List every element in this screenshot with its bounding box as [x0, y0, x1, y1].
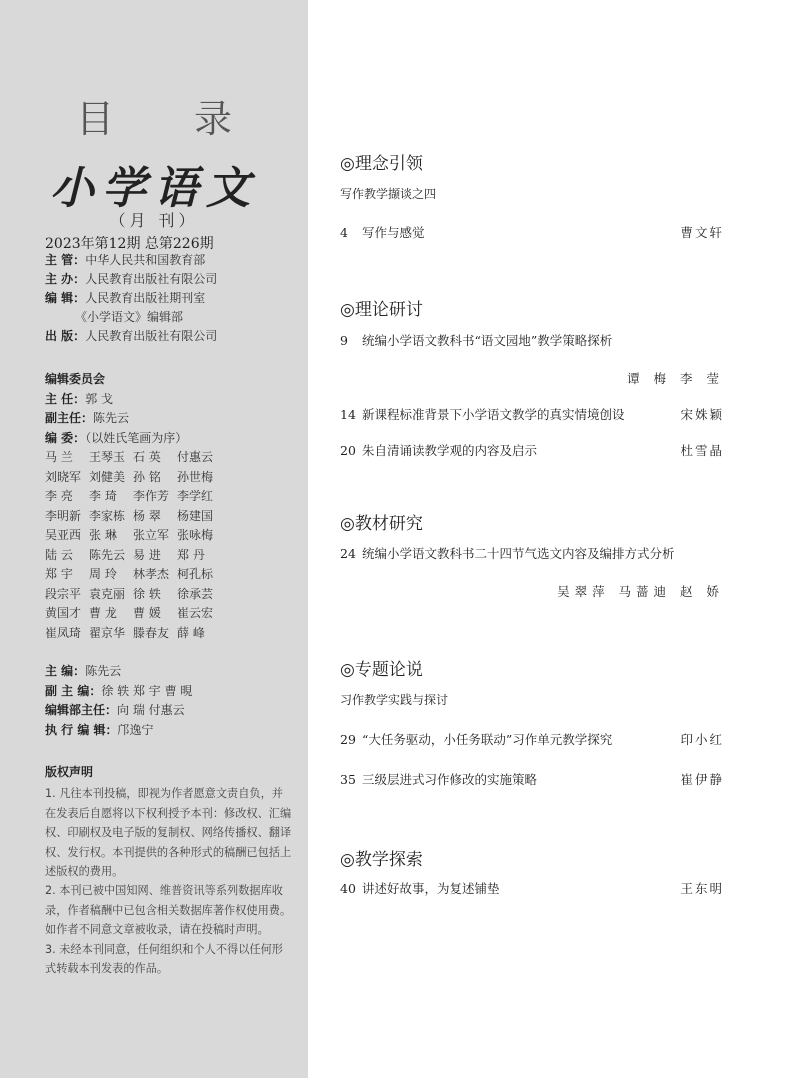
- staff-chief-editor: 主 编：陈先云: [45, 664, 122, 678]
- board-member-name: 袁克丽: [89, 586, 126, 601]
- board-member-name: [221, 448, 265, 468]
- board-member-name: 孙 铭: [133, 469, 161, 484]
- board-member-name: 曹 龙: [89, 606, 117, 620]
- toc-entry[interactable]: [340, 405, 730, 423]
- board-member-name: [221, 565, 265, 585]
- magazine-title: 小学语文: [50, 163, 258, 214]
- board-member-name: 翟京华: [89, 625, 126, 640]
- board-member-name: [221, 507, 265, 527]
- board-member-name: 黄国才: [45, 606, 82, 620]
- board-member-name: 林孝杰: [133, 567, 170, 581]
- staff-dept-director: 编辑部主任：向 瑞 付惠云: [45, 703, 185, 717]
- staff-list: [45, 662, 192, 740]
- board-member-name: 易 进: [133, 547, 161, 562]
- board-member-name: 陈先云: [89, 547, 126, 562]
- entry-page: 4: [340, 225, 348, 240]
- entry-title: 统编小学语文教科书二十四节气选文内容及编排方式分析: [362, 546, 675, 561]
- entry-author: 印小红: [680, 732, 724, 747]
- board-member-name: 陆 云: [45, 547, 73, 562]
- board-member-name: 马 兰: [45, 450, 73, 464]
- board-member-name: 李明新: [45, 508, 82, 523]
- section-heading: ◎教学探索: [340, 850, 423, 870]
- board-member-name: 李 琦: [89, 489, 117, 503]
- board-members-grid: [45, 448, 265, 643]
- entry-page: 29: [340, 732, 356, 747]
- board-member-name: 崔凤琦: [45, 625, 82, 640]
- board-member-name: 崔云宏: [177, 606, 214, 620]
- publication-info: [45, 251, 217, 346]
- entry-author: 崔伊静: [680, 772, 724, 787]
- board-chair: 主 任：郭 戈: [45, 391, 114, 406]
- board-member-name: [221, 624, 265, 644]
- board-member-name: [221, 585, 265, 605]
- board-member-name: [221, 468, 265, 488]
- entry-title: “大任务驱动，小任务联动”习作单元教学探究: [362, 732, 613, 747]
- entry-title: 新课程标准背景下小学语文教学的真实情境创设: [362, 407, 625, 422]
- editorial-board-title: 编辑委员会: [45, 372, 106, 386]
- board-member-name: 段宗平: [45, 586, 82, 601]
- copyright-paragraph: 3. 未经本刊同意，任何组织和个人不得以任何形式转载本刊发表的作品。: [45, 942, 283, 976]
- board-member-name: 郑 丹: [177, 547, 205, 562]
- board-member-name: 滕春友: [133, 625, 170, 640]
- toc-heading: 目 录: [75, 97, 267, 141]
- section-heading: ◎专题论说: [340, 660, 423, 680]
- entry-title: 讲述好故事，为复述铺垫: [362, 881, 500, 896]
- section-teaching-exploration: [340, 845, 730, 897]
- section-theory: [340, 295, 730, 459]
- board-member-name: 刘健美: [89, 469, 126, 484]
- board-member-name: 付惠云: [177, 450, 214, 464]
- toc-entry[interactable]: [340, 544, 730, 562]
- board-member-name: 李 亮: [45, 489, 73, 503]
- entry-title: 写作与感觉: [362, 225, 425, 240]
- board-member-name: 周 玲: [89, 567, 117, 581]
- entry-author-line: 吴翠萍 马蔷迪 赵 娇: [557, 584, 724, 599]
- entry-page: 14: [340, 407, 356, 422]
- board-member-name: 张 琳: [89, 528, 117, 542]
- board-member-name: 徐 轶: [133, 586, 161, 601]
- copyright-paragraph: 1. 凡往本刊投稿，即视为作者愿意文责自负，并在发表后自愿将以下权利授予本刊：修改权、汇编权、印刷权及电子版的复制权、网络传播权、翻译权、发行权。本刊提供的各种形式的稿酬已包括上述版权的费用。: [45, 787, 292, 879]
- entry-author: 杜雪晶: [680, 443, 724, 458]
- toc-entry[interactable]: [340, 770, 730, 788]
- board-member-name: 杨 翠: [133, 508, 161, 523]
- board-member-name: 刘晓军: [45, 469, 82, 484]
- board-member-name: 郑 宇: [45, 567, 73, 581]
- board-member-name: 王琴玉: [89, 450, 126, 464]
- toc-entry[interactable]: [340, 879, 730, 897]
- board-member-name: [221, 526, 265, 546]
- entry-page: 9: [340, 333, 348, 348]
- magazine-frequency: （月 刊）: [109, 211, 199, 230]
- board-member-name: 孙世梅: [177, 469, 214, 484]
- board-member-name: [221, 487, 265, 507]
- entry-title: 三级层进式习作修改的实施策略: [362, 772, 538, 787]
- entry-author-line: 谭 梅 李 莹: [627, 371, 724, 386]
- board-vice-chair: 副主任：陈先云: [45, 411, 130, 425]
- board-member-name: 柯孔标: [177, 567, 214, 581]
- section-subtitle: 写作教学撷谈之四: [340, 187, 437, 201]
- board-member-name: 李家栋: [89, 508, 126, 523]
- section-special-topic: [340, 655, 730, 788]
- entry-title: 朱自清诵读教学观的内容及启示: [362, 443, 538, 458]
- board-member-name: [221, 604, 265, 624]
- section-heading: ◎理论研讨: [340, 300, 423, 320]
- copyright-notice: [45, 763, 293, 978]
- board-member-name: [221, 546, 265, 566]
- staff-executive-editor: 执 行 编 辑：邝逸宁: [45, 722, 154, 737]
- copyright-title: 版权声明: [45, 765, 94, 779]
- entry-page: 24: [340, 546, 356, 561]
- entry-author: 王东明: [680, 881, 724, 896]
- info-row-editor-dept: 《小学语文》编辑部: [75, 310, 184, 324]
- entry-page: 20: [340, 443, 356, 458]
- section-textbook-research: [340, 509, 730, 600]
- board-member-name: 张咏梅: [177, 528, 214, 542]
- toc-entry[interactable]: [340, 441, 730, 459]
- toc-entry[interactable]: [340, 223, 730, 241]
- section-concept-lead: [340, 149, 730, 241]
- toc-entry[interactable]: [340, 730, 730, 748]
- board-member-name: 李学红: [177, 489, 214, 503]
- board-members-label: 编 委：（以姓氏笔画为序）: [45, 430, 188, 445]
- board-member-name: 张立军: [133, 528, 170, 542]
- staff-deputy-editor: 副 主 编：徐 轶 郑 宇 曹 晛: [45, 683, 193, 698]
- entry-title: 统编小学语文教科书“语文园地”教学策略探析: [362, 333, 613, 348]
- info-row-sponsor: 主 办：人民教育出版社有限公司: [45, 272, 218, 286]
- toc-entry[interactable]: [340, 331, 730, 349]
- board-member-name: 曹 媛: [133, 606, 161, 620]
- section-heading: ◎教材研究: [340, 514, 423, 534]
- info-row-editor: 编 辑：人民教育出版社期刊室: [45, 291, 206, 305]
- info-row-supervisor: 主 管：中华人民共和国教育部: [45, 253, 206, 267]
- copyright-paragraph: 2. 本刊已被中国知网、维普资讯等系列数据库收录，作者稿酬中已包含相关数据库著作权使用费。如作者不同意文章被收录，请在投稿时声明。: [45, 884, 292, 937]
- board-member-name: 薛 峰: [177, 625, 205, 640]
- board-member-name: 李作芳: [133, 489, 170, 503]
- section-subtitle: 习作教学实践与探讨: [340, 693, 449, 707]
- entry-page: 35: [340, 772, 356, 787]
- entry-author: 曹文轩: [680, 225, 724, 240]
- board-member-name: 杨建国: [177, 508, 214, 523]
- board-member-name: 徐承芸: [177, 586, 214, 601]
- editorial-board: [45, 370, 265, 643]
- issue-number: 2023年第12期 总第226期: [45, 236, 214, 252]
- entry-page: 40: [340, 881, 356, 896]
- entry-author: 宋姝颖: [680, 407, 724, 422]
- info-row-publisher: 出 版：人民教育出版社有限公司: [45, 329, 218, 343]
- board-member-name: 石 英: [133, 450, 161, 464]
- sidebar: [0, 0, 308, 1078]
- section-heading: ◎理念引领: [340, 154, 423, 174]
- board-member-name: 吴亚西: [45, 528, 82, 542]
